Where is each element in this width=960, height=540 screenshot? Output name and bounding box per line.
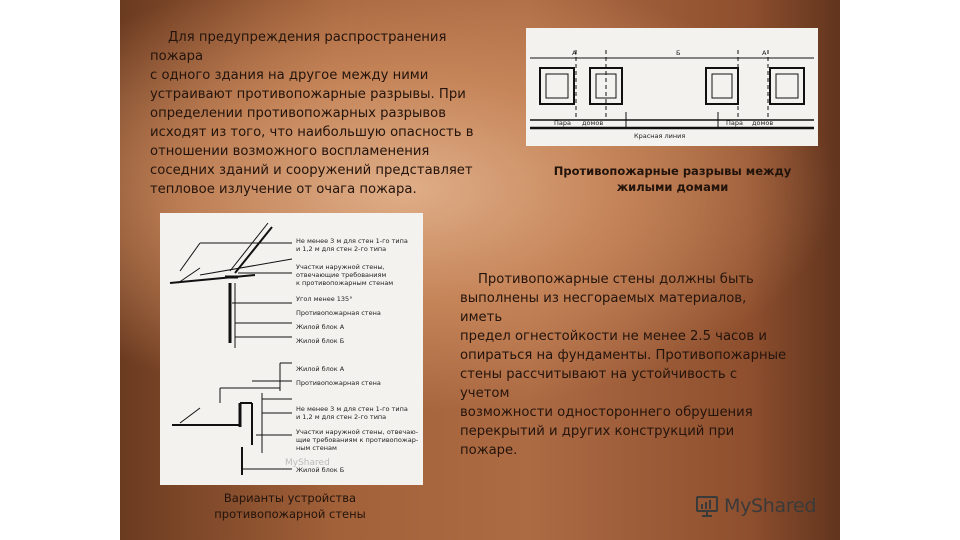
intro-line: определении противопожарных разрывов: [150, 106, 446, 121]
caption-line: Варианты устройства: [223, 491, 357, 505]
intro-line: Для предупреждения распространения пожара: [150, 30, 447, 64]
note: Жилой блок А: [296, 365, 345, 373]
wall-line: перекрытий и других конструкций при пожаре.: [460, 424, 735, 458]
wall-line: возможности одностороннего обрушения: [460, 405, 753, 420]
fire-wall-diagram: [160, 213, 423, 485]
house-pair-label: Пара: [554, 119, 571, 127]
caption-line: Противопожарные разрывы между: [553, 164, 792, 178]
dim-a-left: А: [572, 49, 577, 57]
fire-wall-paragraph: [460, 270, 790, 460]
dim-b: Б: [676, 49, 681, 57]
note: Не менее 3 м для стен 1-го типа: [296, 237, 408, 245]
note: Жилой блок Б: [296, 337, 345, 345]
fire-break-diagram: [526, 28, 818, 146]
note: Противопожарная стена: [296, 379, 381, 387]
intro-line: отношении возможного воспламенения: [150, 144, 430, 159]
intro-line: исходят из того, что наибольшую опасность в: [150, 125, 474, 140]
wall-line: стены рассчитывают на устойчивость с учетом: [460, 367, 738, 401]
caption-line: противопожарной стены: [214, 507, 366, 521]
note: Жилой блок Б: [296, 466, 345, 474]
intro-line: с одного здания на другое между ними: [150, 68, 429, 83]
wall-line: выполнены из несгораемых материалов, иметь: [460, 291, 747, 325]
note: и 1,2 м для стен 2-го типа: [296, 413, 387, 421]
intro-paragraph: [150, 28, 495, 199]
intro-line: тепловое излучение от очага пожара.: [150, 182, 417, 197]
note: Противопожарная стена: [296, 309, 381, 317]
wall-line: Противопожарные стены должны быть: [478, 272, 754, 287]
drawing-watermark: МyShared: [285, 458, 330, 468]
left-margin: [0, 0, 120, 540]
house-pair-label: Пара: [726, 119, 743, 127]
note: ным стенам: [296, 444, 337, 452]
note: Жилой блок А: [296, 323, 345, 331]
note: Угол менее 135°: [296, 295, 353, 303]
note: к противопожарным стенам: [296, 279, 394, 287]
caption-line: жилыми домами: [616, 180, 729, 194]
right-margin: [840, 0, 960, 540]
intro-line: соседних зданий и сооружений представляет: [150, 163, 473, 178]
note: Не менее 3 м для стен 1-го типа: [296, 405, 408, 413]
wall-line: опираться на фундаменты. Противопожарные: [460, 348, 787, 363]
note: Участки наружной стены, отвечаю-: [296, 428, 419, 436]
fire-break-drawing: [526, 28, 818, 146]
note: щие требованиям к противопожар-: [296, 436, 419, 444]
myshared-logo[interactable]: [695, 492, 816, 520]
note: и 1,2 м для стен 2-го типа: [296, 245, 387, 253]
fire-wall-drawing: [160, 213, 423, 485]
red-line-label: Красная линия: [634, 132, 686, 140]
dim-a-right: А: [762, 49, 767, 57]
presentation-board-icon: [695, 494, 719, 518]
note: Участки наружной стены,: [296, 263, 385, 271]
house-pair-label: домов: [582, 119, 604, 127]
intro-line: устраивают противопожарные разрывы. При: [150, 87, 466, 102]
note: отвечающие требованиям: [296, 271, 387, 279]
logo-text: MyShared: [724, 495, 817, 517]
fire-break-caption: [540, 163, 805, 195]
fire-wall-caption: [200, 490, 380, 522]
wall-line: предел огнестойкости не менее 2.5 часов и: [460, 329, 767, 344]
house-pair-label: домов: [752, 119, 774, 127]
